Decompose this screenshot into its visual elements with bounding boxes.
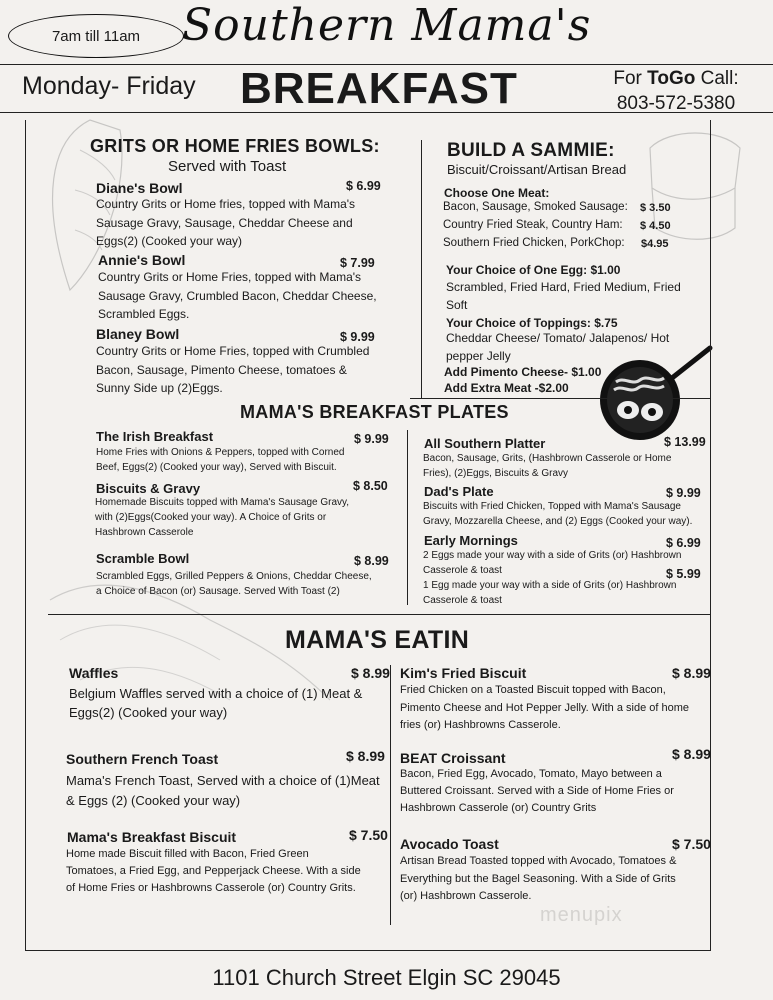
desc-line: 2 Eggs made your way with a side of Grits (or) Hashbrown	[423, 550, 682, 561]
menu-item-name: The Irish Breakfast	[96, 429, 214, 444]
desc-line: Sausage Gravy, Sausage, Cheddar Cheese and	[96, 215, 353, 230]
menu-item-price: $ 8.99	[672, 665, 711, 681]
desc-line: Country Grits or Home fries, topped with Mama's	[96, 197, 356, 211]
togo-prefix: For	[613, 68, 648, 89]
desc-line: fries (or) Hashbrowns Casserole.	[400, 719, 561, 731]
togo-info	[606, 66, 746, 116]
menu-item-desc	[96, 569, 401, 599]
desc-line: Eggs(2) (Cooked your way)	[69, 705, 228, 720]
desc-line: Scrambled, Fried Hard, Fried Medium, Fried	[446, 280, 681, 294]
hours-badge	[8, 14, 184, 58]
menu-item-desc	[96, 195, 416, 251]
desc-line: Casserole & toast	[423, 595, 502, 606]
desc-line: Scrambled Eggs, Grilled Peppers & Onions, Cheddar Cheese,	[96, 571, 372, 582]
bowls-subtitle: Served with Toast	[168, 158, 287, 175]
menu-item-name: BEAT Croissant	[400, 750, 506, 766]
desc-line: Gravy, Mozzarella Cheese, and (2) Eggs (Cooked your way).	[423, 516, 693, 527]
menu-item-desc	[400, 682, 705, 735]
desc-line: Country Grits or Home Fries, topped with Mama's	[98, 270, 362, 284]
togo-bold: ToGo	[647, 68, 696, 89]
desc-line: Fried Chicken on a Toasted Biscuit topped with Bacon,	[400, 684, 666, 696]
menu-item-desc	[423, 451, 708, 481]
desc-line: of Home Fries or Hashbrowns Casserole (or) Country Grits.	[66, 882, 356, 894]
menu-item-price: $ 8.99	[672, 746, 711, 762]
days-label: Monday- Friday	[22, 72, 196, 100]
desc-line: Belgium Waffles served with a choice of (1) Meat &	[69, 686, 363, 701]
desc-line: Hashbrown Casserole	[95, 527, 194, 538]
toppings-heading: Your Choice of Toppings: $.75	[446, 316, 618, 330]
desc-line: Bacon, Fried Egg, Avocado, Tomato, Mayo between a	[400, 768, 662, 780]
meat-option-label: Bacon, Sausage, Smoked Sausage:	[443, 201, 628, 213]
sammie-title: BUILD A SAMMIE:	[447, 140, 615, 161]
menu-item-name: Kim's Fried Biscuit	[400, 665, 527, 681]
menu-item-name: Avocado Toast	[400, 836, 499, 852]
desc-line: Soft	[446, 298, 468, 312]
menu-item-desc	[96, 342, 416, 398]
plates-divider	[407, 430, 408, 605]
menu-item-name: Diane's Bowl	[96, 180, 183, 196]
desc-line: Hashbrown Casserole (or) Country Grits	[400, 802, 597, 814]
menu-item-name: Early Mornings	[424, 533, 518, 548]
right-frame-rule	[710, 120, 711, 950]
desc-line: with (2)Eggs(Cooked your way). A Choice of Grits or	[95, 512, 327, 523]
menu-item-desc	[96, 445, 401, 475]
meat-option-label: Southern Fried Chicken, PorkChop:	[443, 237, 625, 249]
desc-line: Home made Biscuit filled with Bacon, Fried Green	[66, 848, 309, 860]
desc-line: Mama's French Toast, Served with a choice of (1)Meat	[66, 773, 380, 788]
plates-title: MAMA'S BREAKFAST PLATES	[240, 402, 509, 422]
menu-item-name: Mama's Breakfast Biscuit	[67, 829, 237, 845]
menu-item-desc	[69, 684, 384, 722]
top-divider	[421, 140, 422, 398]
desc-line: Biscuits with Fried Chicken, Topped with Mama's Sausage	[423, 501, 681, 512]
desc-line: pepper Jelly	[446, 349, 511, 363]
pimento-addon: Add Pimento Cheese- $1.00	[444, 365, 602, 379]
menu-item-price: $ 8.99	[346, 748, 385, 764]
menu-item-price-alt: $ 5.99	[666, 567, 701, 581]
desc-line: Home Fries with Onions & Peppers, topped with Corned	[96, 447, 345, 458]
desc-line: & Eggs (2) (Cooked your way)	[66, 793, 241, 808]
desc-line: Country Grits or Home Fries, topped with Crumbled	[96, 344, 370, 358]
menu-item-price: $ 7.50	[672, 836, 711, 852]
desc-line: Cheddar Cheese/ Tomato/ Jalapenos/ Hot	[446, 331, 670, 345]
menu-item-name: Annie's Bowl	[98, 252, 186, 268]
menu-item-price: $ 8.99	[354, 554, 389, 568]
desc-line: Pimento Cheese and Hot Pepper Jelly. With a side of home	[400, 701, 690, 714]
menu-item-name: Blaney Bowl	[96, 326, 180, 342]
menu-item-price: $ 7.99	[340, 256, 375, 270]
egg-desc	[446, 278, 708, 314]
desc-line: Scrambled Eggs.	[98, 307, 190, 321]
bowls-title: GRITS OR HOME FRIES BOWLS:	[90, 136, 380, 156]
menu-item-name: Waffles	[69, 665, 119, 681]
menu-item-price: $ 6.99	[346, 179, 381, 193]
sammie-bottom-rule	[410, 398, 710, 399]
meat-option-price: $ 3.50	[640, 202, 671, 214]
meat-option-price: $4.95	[641, 238, 669, 250]
menu-item-desc	[400, 853, 705, 906]
menu-item-desc	[423, 499, 708, 529]
egg-heading: Your Choice of One Egg: $1.00	[446, 263, 621, 277]
desc-line: Tomatoes, a Fried Egg, and Pepperjack Cheese. With a side	[66, 865, 361, 877]
meat-heading: Choose One Meat:	[444, 186, 550, 200]
phone-number: 803-572-5380	[616, 93, 736, 114]
toppings-desc	[446, 329, 696, 365]
menu-item-price: $ 7.50	[349, 827, 388, 843]
menu-item-name: All Southern Platter	[424, 436, 546, 451]
menu-item-price: $ 9.99	[666, 486, 701, 500]
left-frame-rule	[25, 120, 26, 950]
menu-item-price: $ 9.99	[340, 330, 375, 344]
desc-line: Artisan Bread Toasted topped with Avocado, Tomatoes &	[400, 855, 677, 867]
sammie-subtitle: Biscuit/Croissant/Artisan Bread	[447, 162, 627, 177]
eatin-divider	[390, 665, 391, 925]
desc-line: (or) Hashbrown Casserole.	[400, 890, 532, 902]
menu-item-name: Dad's Plate	[424, 484, 494, 499]
menu-item-name: Biscuits & Gravy	[96, 481, 201, 496]
menu-item-price: $ 6.99	[666, 536, 701, 550]
desc-line: Fries), (2)Eggs, Biscuits & Gravy	[423, 468, 569, 479]
desc-line: Everything but the Bagel Seasoning. With a Side of Grits	[400, 872, 676, 885]
meat-option-price: $ 4.50	[640, 220, 671, 232]
desc-line: 1 Egg made your way with a side of Grits (or) Hashbrown	[423, 580, 677, 591]
meat-option-label: Country Fried Steak, Country Ham:	[443, 219, 623, 231]
address: 1101 Church Street Elgin SC 29045	[212, 965, 561, 990]
desc-line: Sunny Side up (2)Eggs.	[96, 381, 223, 395]
desc-line: Sausage Gravy, Crumbled Bacon, Cheddar Cheese,	[98, 288, 377, 303]
desc-line: a Choice of Bacon (or) Sausage. Served With Toast (2)	[96, 586, 340, 597]
menu-item-price: $ 9.99	[354, 432, 389, 446]
menu-item-price: $ 8.99	[351, 665, 390, 681]
menu-item-desc	[66, 846, 386, 897]
desc-line: Beef, Eggs(2) (Cooked your way), Served with Biscuit.	[96, 462, 337, 473]
eatin-title: MAMA'S EATIN	[285, 626, 470, 654]
menu-item-desc	[423, 548, 688, 608]
watermark: menupix	[540, 904, 623, 926]
menu-item-desc	[400, 766, 705, 817]
menu-item-desc	[98, 268, 418, 324]
plates-bottom-rule	[48, 614, 710, 615]
desc-line: Buttered Croissant. Served with a Side of Home Fries or	[400, 785, 674, 797]
hours-text: 7am till 11am	[51, 27, 141, 45]
desc-line: Bacon, Sausage, Pimento Cheese, tomatoes &	[96, 362, 347, 377]
menu-item-desc	[66, 771, 386, 811]
togo-suffix: Call:	[695, 68, 739, 89]
menu-item-name: Southern French Toast	[66, 751, 219, 767]
menu-item-price: $ 8.50	[353, 479, 388, 493]
restaurant-name: Southern Mama's	[182, 0, 592, 51]
page-title: BREAKFAST	[240, 64, 518, 113]
menu-item-desc	[95, 495, 400, 540]
extra-meat-addon: Add Extra Meat -$2.00	[444, 381, 569, 395]
desc-line: Homemade Biscuits topped with Mama's Sausage Gravy,	[95, 497, 350, 508]
menu-item-name: Scramble Bowl	[96, 551, 190, 566]
desc-line: Casserole & toast	[423, 565, 502, 576]
frame-bottom-rule	[25, 950, 711, 951]
desc-line: Bacon, Sausage, Grits, (Hashbrown Casserole or Home	[423, 453, 672, 464]
menu-item-price: $ 13.99	[664, 435, 706, 449]
desc-line: Eggs(2) (Cooked your way)	[96, 234, 243, 248]
